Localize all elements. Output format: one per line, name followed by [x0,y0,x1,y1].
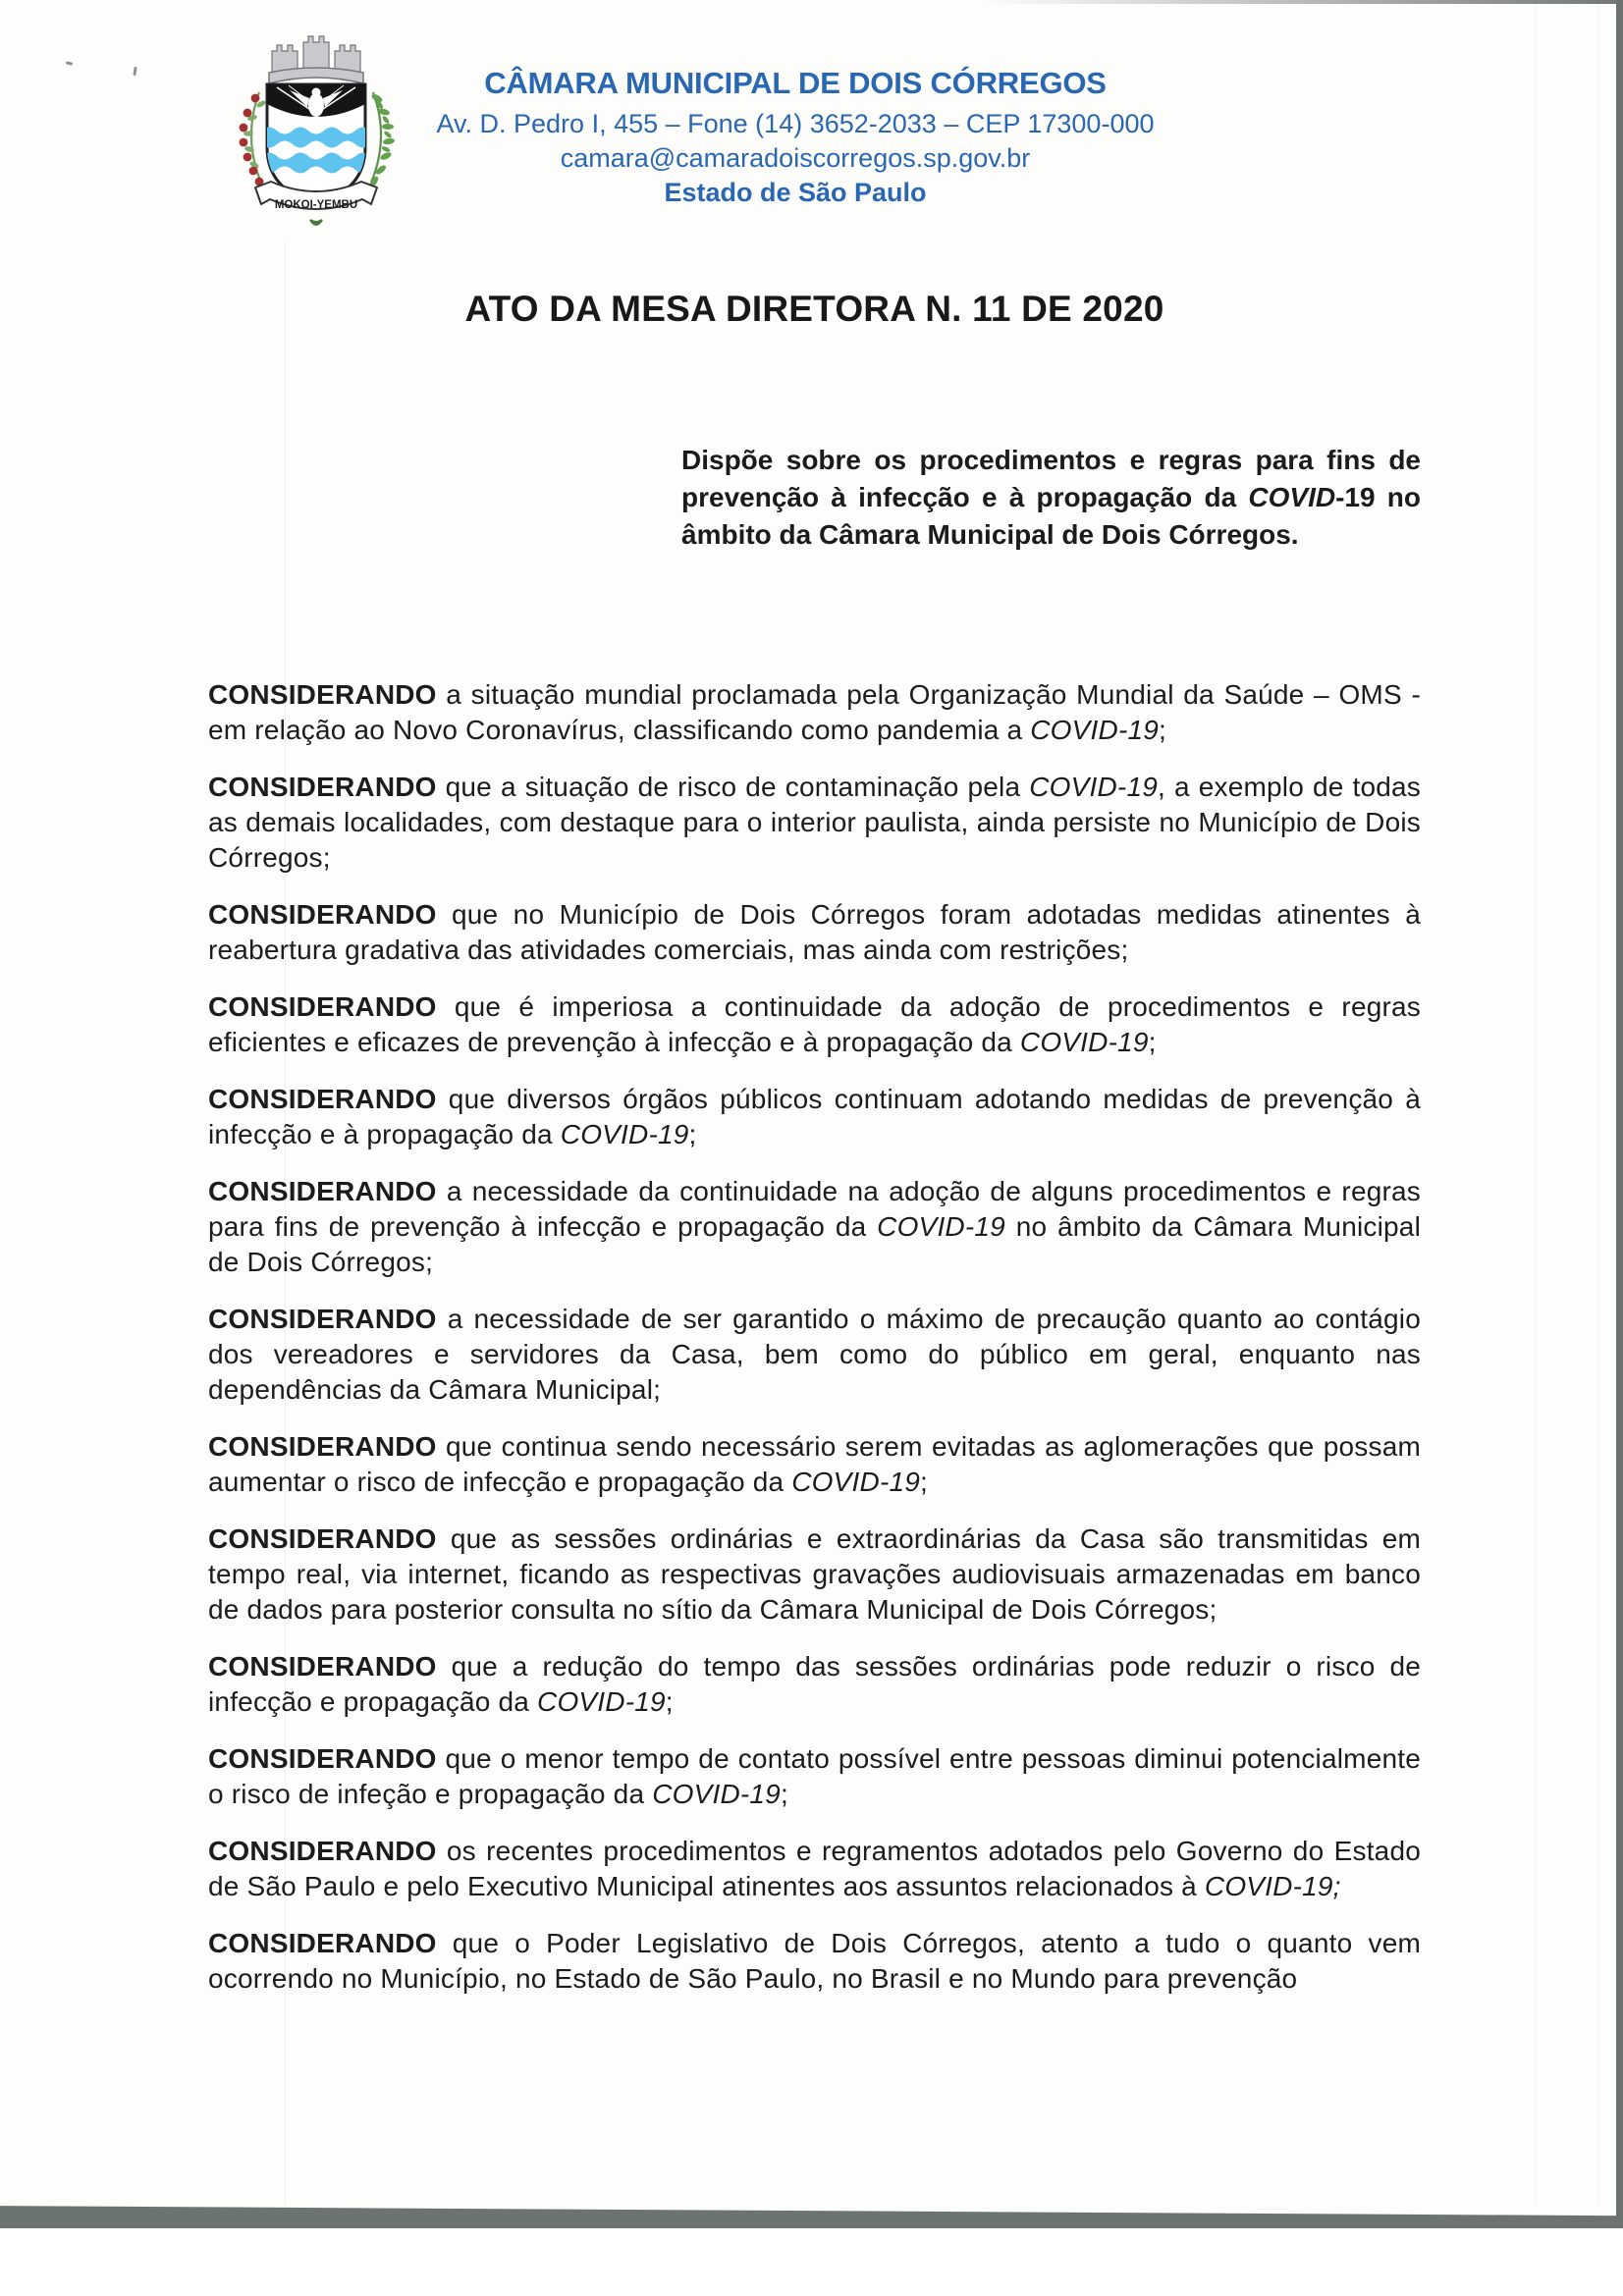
considerando-paragraph: CONSIDERANDO que a situação de risco de contaminação pela COVID-19, a exemplo de todas as demais localidades, com destaque para o interior paulista, ainda persiste no Município de Dois Córregos; [208,772,1422,873]
considerando-paragraph: CONSIDERANDO que a redução do tempo das sessões ordinárias pode reduzir o risco de infecção e propagação da COVID-19; [208,1651,1421,1717]
paper-fold-line [1535,0,1536,2204]
body-paragraphs [208,677,1421,2018]
considerando-paragraph: CONSIDERANDO que as sessões ordinárias e extraordinárias da Casa são transmitidas em tempo real, via internet, ficando as respectivas gravações audiovisuais armazenadas em banco de dados para posterior consulta no sítio da Câmara Municipal de Dois Córregos; [208,1523,1421,1625]
motto-text: MOKOI-YEMBU [274,199,358,211]
org-name: CÂMARA MUNICIPAL DE DOIS CÓRREGOS [484,66,1107,100]
considerando-paragraph: CONSIDERANDO que o menor tempo de contato possível entre pessoas diminui potencialmente o risco de infeção e propagação da COVID-19; [208,1743,1421,1809]
org-email: camara@camaradoiscorregos.sp.gov.br [560,143,1031,173]
mural-crown-icon [269,36,363,83]
considerando-paragraph: CONSIDERANDO que diversos órgãos públicos continuam adotando medidas de prevenção à infecção e à propagação da COVID-19; [208,1084,1421,1149]
considerando-paragraph: CONSIDERANDO a necessidade da continuidade na adoção de alguns procedimentos e regras para fins de prevenção à infecção e propagação da COVID-19 no âmbito da Câmara Municipal de Dois Córregos; [208,1176,1421,1277]
considerando-paragraph: CONSIDERANDO que o Poder Legislativo de Dois Córregos, atento a tudo o quanto vem ocorrendo no Município, no Estado de São Paulo, no Brasil e no Mundo para prevenção [208,1928,1421,1994]
org-state: Estado de São Paulo [664,178,927,207]
considerando-paragraph: CONSIDERANDO que continua sendo necessário serem evitadas as aglomerações que possam aumentar o risco de infecção e propagação da COVID-19; [208,1431,1421,1497]
letterhead [0,0,1623,245]
considerando-paragraph: CONSIDERANDO os recentes procedimentos e regramentos adotados pelo Governo do Estado de São Paulo e pelo Executivo Municipal atinentes aos assuntos relacionados à COVID-19; [208,1836,1421,1901]
paper-fold-line [1597,0,1598,2204]
letterhead-text [432,65,1159,209]
scan-artifact-right-edge [1616,0,1623,2226]
banner-sprig [310,220,322,225]
scanner-background [0,2228,1623,2296]
considerando-paragraph: CONSIDERANDO a situação mundial proclamada pela Organização Mundial da Saúde – OMS - em relação ao Novo Coronavírus, classificando como pandemia a COVID-19; [208,679,1421,745]
considerando-paragraph: CONSIDERANDO a necessidade de ser garantido o máximo de precaução quanto ao contágio dos vereadores e servidores da Casa, bem como do público em geral, enquanto nas dependências da Câmara Municipal; [208,1304,1421,1405]
branch-right-icon [368,92,395,188]
ementa: Dispõe sobre os procedimentos e regras para fins de prevenção à infecção e à propagação da COVID-19 no âmbito da Câmara Municipal de Dois Córregos. [681,445,1421,550]
document-title: ATO DA MESA DIRETORA N. 11 DE 2020 [464,289,1164,329]
coat-of-arms-logo [228,27,405,229]
org-address: Av. D. Pedro I, 455 – Fone (14) 3652-2033 – CEP 17300-000 [436,109,1155,138]
considerando-paragraph: CONSIDERANDO que no Município de Dois Córregos foram adotadas medidas atinentes à reabertura gradativa das atividades comerciais, mas ainda com restrições; [208,899,1421,965]
considerando-paragraph: CONSIDERANDO que é imperiosa a continuidade da adoção de procedimentos e regras eficientes e eficazes de prevenção à infecção e à propagação da COVID-19; [208,991,1421,1057]
branch-left-icon [240,92,267,186]
